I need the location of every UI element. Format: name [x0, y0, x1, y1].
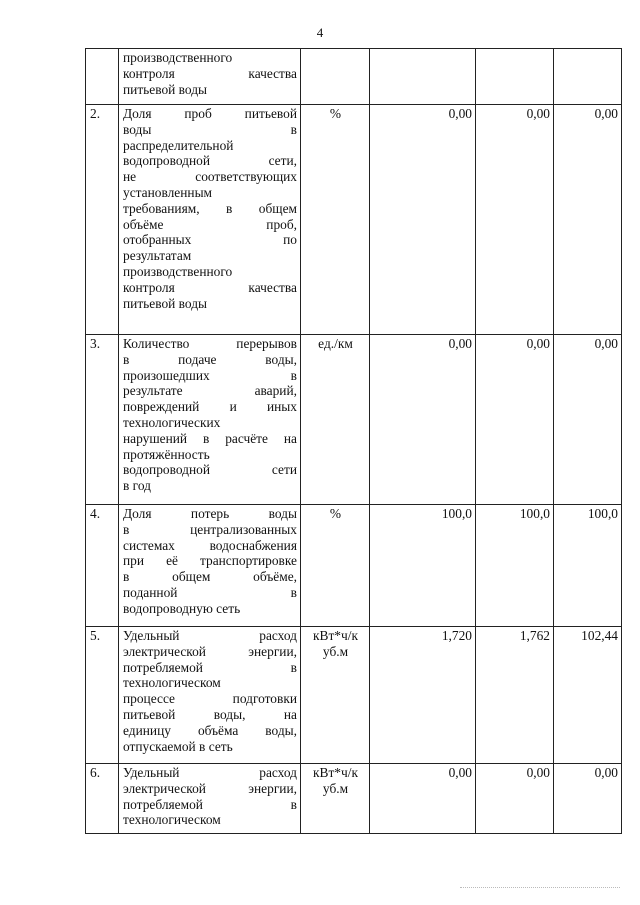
indicator-name-cell — [119, 335, 301, 505]
indicator-name-line: процессе подготовки — [123, 691, 297, 707]
unit-cell — [301, 627, 370, 764]
indicator-name-line: производственного — [123, 50, 233, 65]
unit-cell — [301, 49, 370, 105]
value-cell-3: 102,44 — [554, 627, 622, 764]
value-cell-3: 0,00 — [554, 764, 622, 834]
indicator-name-line: контроля качества — [123, 65, 297, 81]
value-cell-3: 0,00 — [554, 105, 622, 335]
value-cell-2: 0,00 — [476, 335, 554, 505]
value-cell-3: 0,00 — [554, 335, 622, 505]
indicator-name-line: не соответствующих — [123, 169, 297, 185]
scan-artifact-dots — [460, 887, 620, 888]
unit-line: кВт*ч/к — [313, 765, 358, 780]
value-cell-2: 0,00 — [476, 764, 554, 834]
indicator-name-line: потребляемой в — [123, 796, 297, 812]
indicator-name-line: нарушений в расчёте на — [123, 430, 297, 446]
table-row — [86, 627, 622, 764]
indicator-name-line: в общем объёме, — [123, 569, 297, 585]
indicator-name-line: в подаче воды, — [123, 351, 297, 367]
value-cell-1: 100,0 — [370, 505, 476, 627]
value-cell-3: 100,0 — [554, 505, 622, 627]
row-number-cell: 3. — [86, 335, 119, 505]
row-number-cell: 6. — [86, 764, 119, 834]
indicator-name-line: питьевой воды, на — [123, 706, 297, 722]
unit-line: уб.м — [322, 780, 349, 796]
indicator-name-line: отпускаемой в сеть — [123, 738, 233, 754]
indicator-name-line: контроля качества — [123, 279, 297, 295]
unit-cell: % — [301, 505, 370, 627]
indicator-name-line: единицу объёма воды, — [123, 722, 297, 738]
unit-line: уб.м — [322, 643, 349, 659]
value-cell-2: 100,0 — [476, 505, 554, 627]
indicator-name-line: водопроводную сеть — [123, 600, 241, 616]
table-row — [86, 49, 622, 105]
indicator-name-line: питьевой воды — [123, 295, 208, 311]
indicator-name-line: в год — [123, 478, 151, 494]
value-cell-1: 0,00 — [370, 335, 476, 505]
indicator-name-line: технологическом — [123, 675, 221, 691]
indicator-name-cell — [119, 505, 301, 627]
indicator-name-cell — [119, 627, 301, 764]
value-cell-2: 0,00 — [476, 105, 554, 335]
indicator-name-cell — [119, 764, 301, 834]
indicator-name-line: установленным — [123, 184, 213, 200]
indicator-name-line: воды в — [123, 121, 297, 137]
value-cell-3 — [554, 49, 622, 105]
table-row — [86, 335, 622, 505]
indicator-name-line: технологическом — [123, 812, 221, 828]
row-number-cell: 2. — [86, 105, 119, 335]
value-cell-1: 0,00 — [370, 105, 476, 335]
indicator-name-line: Доля потерь воды — [123, 506, 297, 521]
indicator-name-cell — [119, 105, 301, 335]
indicator-name-line: технологических — [123, 414, 221, 430]
indicator-name-line: повреждений и иных — [123, 399, 297, 415]
indicator-name-line: потребляемой в — [123, 659, 297, 675]
indicator-name-line: отобранных по — [123, 232, 297, 248]
row-number-cell — [86, 49, 119, 105]
row-number-cell: 4. — [86, 505, 119, 627]
indicator-name-line: произошедших в — [123, 367, 297, 383]
indicator-name-line: Количество перерывов — [123, 336, 297, 351]
indicator-name-line: Доля проб питьевой — [123, 106, 297, 121]
unit-cell: ед./км — [301, 335, 370, 505]
value-cell-1: 0,00 — [370, 764, 476, 834]
unit-cell — [301, 764, 370, 834]
table-row — [86, 505, 622, 627]
row-number-cell: 5. — [86, 627, 119, 764]
indicator-name-line: при её транспортировке — [123, 553, 297, 569]
value-cell-1 — [370, 49, 476, 105]
table-row — [86, 764, 622, 834]
indicator-name-line: водопроводной сети, — [123, 153, 297, 169]
indicator-name-line: питьевой воды — [123, 81, 208, 97]
unit-cell: % — [301, 105, 370, 335]
indicator-name-line: объёме проб, — [123, 216, 297, 232]
indicator-name-line: результате аварий, — [123, 383, 297, 399]
indicator-name-line: требованиям, в общем — [123, 200, 297, 216]
indicator-name-cell — [119, 49, 301, 105]
value-cell-2 — [476, 49, 554, 105]
indicator-name-line: электрической энергии, — [123, 643, 297, 659]
indicator-name-line: поданной в — [123, 584, 297, 600]
indicator-name-line: производственного — [123, 263, 233, 279]
page-number: 4 — [316, 25, 324, 40]
indicator-name-line: распределительной — [123, 137, 234, 153]
value-cell-1: 1,720 — [370, 627, 476, 764]
indicators-table — [85, 48, 622, 834]
indicator-name-line: водопроводной сети — [123, 462, 297, 478]
unit-line: кВт*ч/к — [313, 628, 358, 643]
indicator-name-line: системах водоснабжения — [123, 537, 297, 553]
indicator-name-line: в централизованных — [123, 521, 297, 537]
indicator-name-line: электрической энергии, — [123, 780, 297, 796]
indicators-table-body — [86, 49, 622, 834]
indicator-name-line: Удельный расход — [123, 765, 297, 780]
indicator-name-line: результатам — [123, 248, 192, 264]
table-row — [86, 105, 622, 335]
indicator-name-line: Удельный расход — [123, 628, 297, 643]
value-cell-2: 1,762 — [476, 627, 554, 764]
indicator-name-line: протяжённость — [123, 446, 210, 462]
